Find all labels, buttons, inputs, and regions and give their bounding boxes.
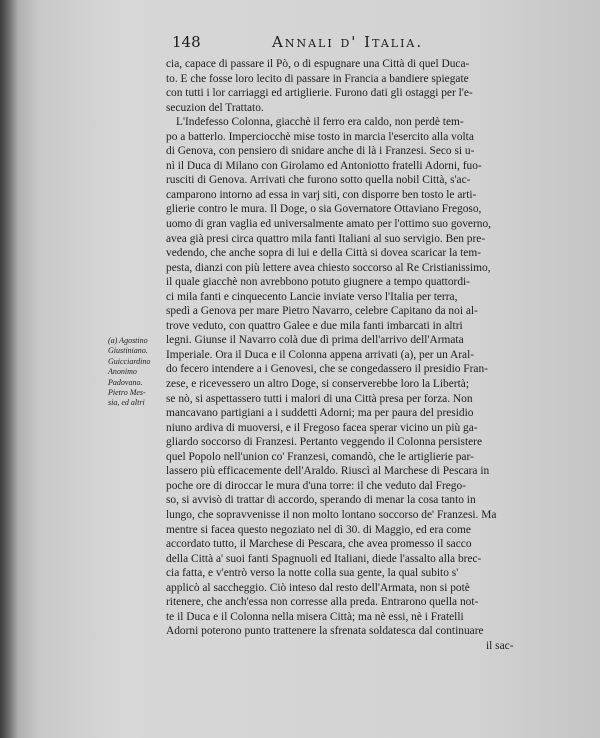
text-line: to. E che fosse loro lecito di passare in Francia a bandiere spiegate xyxy=(166,72,469,85)
text-line: so, si avvisò di trattar di accordo, sperando di menar la cosa tanto in xyxy=(166,494,476,507)
text-line: ritenere, che anch'essa non corresse alla preda. Entrarono quella not- xyxy=(166,596,479,609)
text-line: cia, capace di passare il Pò, o di espugnare una Città di quel Duca- xyxy=(166,58,470,70)
text-line: uomo di gran vaglia ed universalmente amato per l'ottimo suo governo, xyxy=(166,218,492,231)
text-line: gliardo soccorso di Franzesi. Pertanto veggendo il Colonna persistere xyxy=(166,436,483,449)
text-line: trove veduto, con quattro Galee e due mila fanti imbarcati in altri xyxy=(166,319,463,332)
text-line: pesta, dianzi con più lettere avea chiesto soccorso al Re Cristianissimo, xyxy=(166,261,491,274)
text-line: con tutti i lor carriaggi ed artiglierie. Furono dati gli ostaggi per l'e- xyxy=(166,87,473,100)
text-line: te il Duca e il Colonna nella misera Città; ma nè essi, nè i Fratelli xyxy=(166,610,464,623)
text-line: cia fatta, e v'entrò verso la notte colla sua gente, la qual subito s' xyxy=(166,567,459,580)
margin-note: sia, ed altri xyxy=(108,398,145,408)
binding-shadow xyxy=(0,0,18,738)
text-line: lassero più efficacemente dell'Araldo. Riuscì al Marchese di Pescara in xyxy=(166,465,490,478)
margin-note: Padovano. xyxy=(108,377,143,387)
page-header xyxy=(172,33,492,55)
text-line: zese, e ricevessero un altro Doge, si conserverebbe loro la Libertà; xyxy=(166,378,469,391)
text-line: ci mila fanti e cinquecento Lancie inviate verso l'Italia per terra, xyxy=(166,290,458,303)
text-line: il quale giacchè non avrebbono potuto giugnere a tempo quattordi- xyxy=(166,276,470,289)
text-line: do fecero intendere a i Genovesi, che se congedassero il presidio Fran- xyxy=(166,363,488,376)
text-line: glierie contro le mura. Il Doge, o sia Governatore Ottaviano Fregoso, xyxy=(166,203,482,216)
text-line: po a batterlo. Imperciocchè mise tosto in marcia l'esercito alla volta xyxy=(166,130,474,143)
text-line: L'Indefesso Colonna, giacchè il ferro era caldo, non perdè tem- xyxy=(176,116,464,129)
text-line: mancavano partigiani a i suddetti Adorni; ma per paura del presidio xyxy=(166,407,474,420)
margin-note: Giustiniano. xyxy=(108,346,148,356)
catchword: il sac- xyxy=(486,639,514,652)
text-line: poche ore di diroccar le mura d'una torre: il che veduto dal Frego- xyxy=(166,479,466,492)
text-line: Adorni poterono punto trattenere la sfrenata soldatesca dal continuare xyxy=(166,625,484,638)
text-line: camparono intorno ad essa in varj siti, con disporre ben tosto le arti- xyxy=(166,188,477,201)
text-line: di Genova, con pensiero di snidare anche di là i Franzesi. Seco si u- xyxy=(166,145,475,158)
body-text xyxy=(166,57,550,653)
text-line: vedendo, che anche sopra di lui e della Città si dovea scaricar la tem- xyxy=(166,247,482,260)
text-line: lungo, che sopravvenisse il non molto lontano soccorso de' Franzesi. Ma xyxy=(166,508,497,521)
text-line: nì il Duca di Milano con Girolamo ed Antoniotto fratelli Adorni, fuo- xyxy=(166,159,482,172)
margin-note: (a) Agostino xyxy=(108,336,148,345)
running-title: Annali d' Italia. xyxy=(272,33,424,51)
text-line: applicò al saccheggio. Ciò inteso dal resto dell'Armata, non si potè xyxy=(166,581,470,594)
margin-note: Guicciardino xyxy=(108,356,151,366)
text-line: mentre si facea questo negoziato nel dì 30. di Maggio, ed era come xyxy=(166,523,471,536)
text-line: niuno ardiva di muoversi, e il Fregoso facea sperar vicino un più ga- xyxy=(166,421,478,434)
text-line: quel Popolo nell'union co' Franzesi, comandò, che le artiglierie par- xyxy=(166,450,474,463)
text-line: avea già presi circa quattro mila fanti Italiani al suo servigio. Ben pre- xyxy=(166,232,486,245)
text-line: della Città a' suoi fanti Spagnuoli ed Italiani, diede l'assalto alla brec- xyxy=(166,552,482,565)
text-line: se nò, si aspettassero tutti i malori di una Città presa per forza. Non xyxy=(166,392,473,405)
text-line: rusciti di Genova. Arrivati che furono sotto quella nobil Città, s'ac- xyxy=(166,174,471,187)
text-line: spedì a Genova per mare Pietro Navarro, celebre Capitano da noi al- xyxy=(166,305,478,318)
text-line: accordato tutto, il Marchese di Pescara, che avea promesso il sacco xyxy=(166,538,472,551)
page-number: 148 xyxy=(172,33,201,51)
margin-note: Pietro Mes- xyxy=(108,388,146,398)
margin-notes xyxy=(108,336,170,409)
text-line: secuzion del Trattato. xyxy=(166,101,264,114)
text-line: legni. Giunse il Navarro colà due dì prima dell'arrivo dell'Armata xyxy=(166,334,464,347)
margin-note: Anonimo xyxy=(108,367,137,377)
text-line: Imperiale. Ora il Duca e il Colonna appena arrivati (a), per un Aral- xyxy=(166,348,475,361)
